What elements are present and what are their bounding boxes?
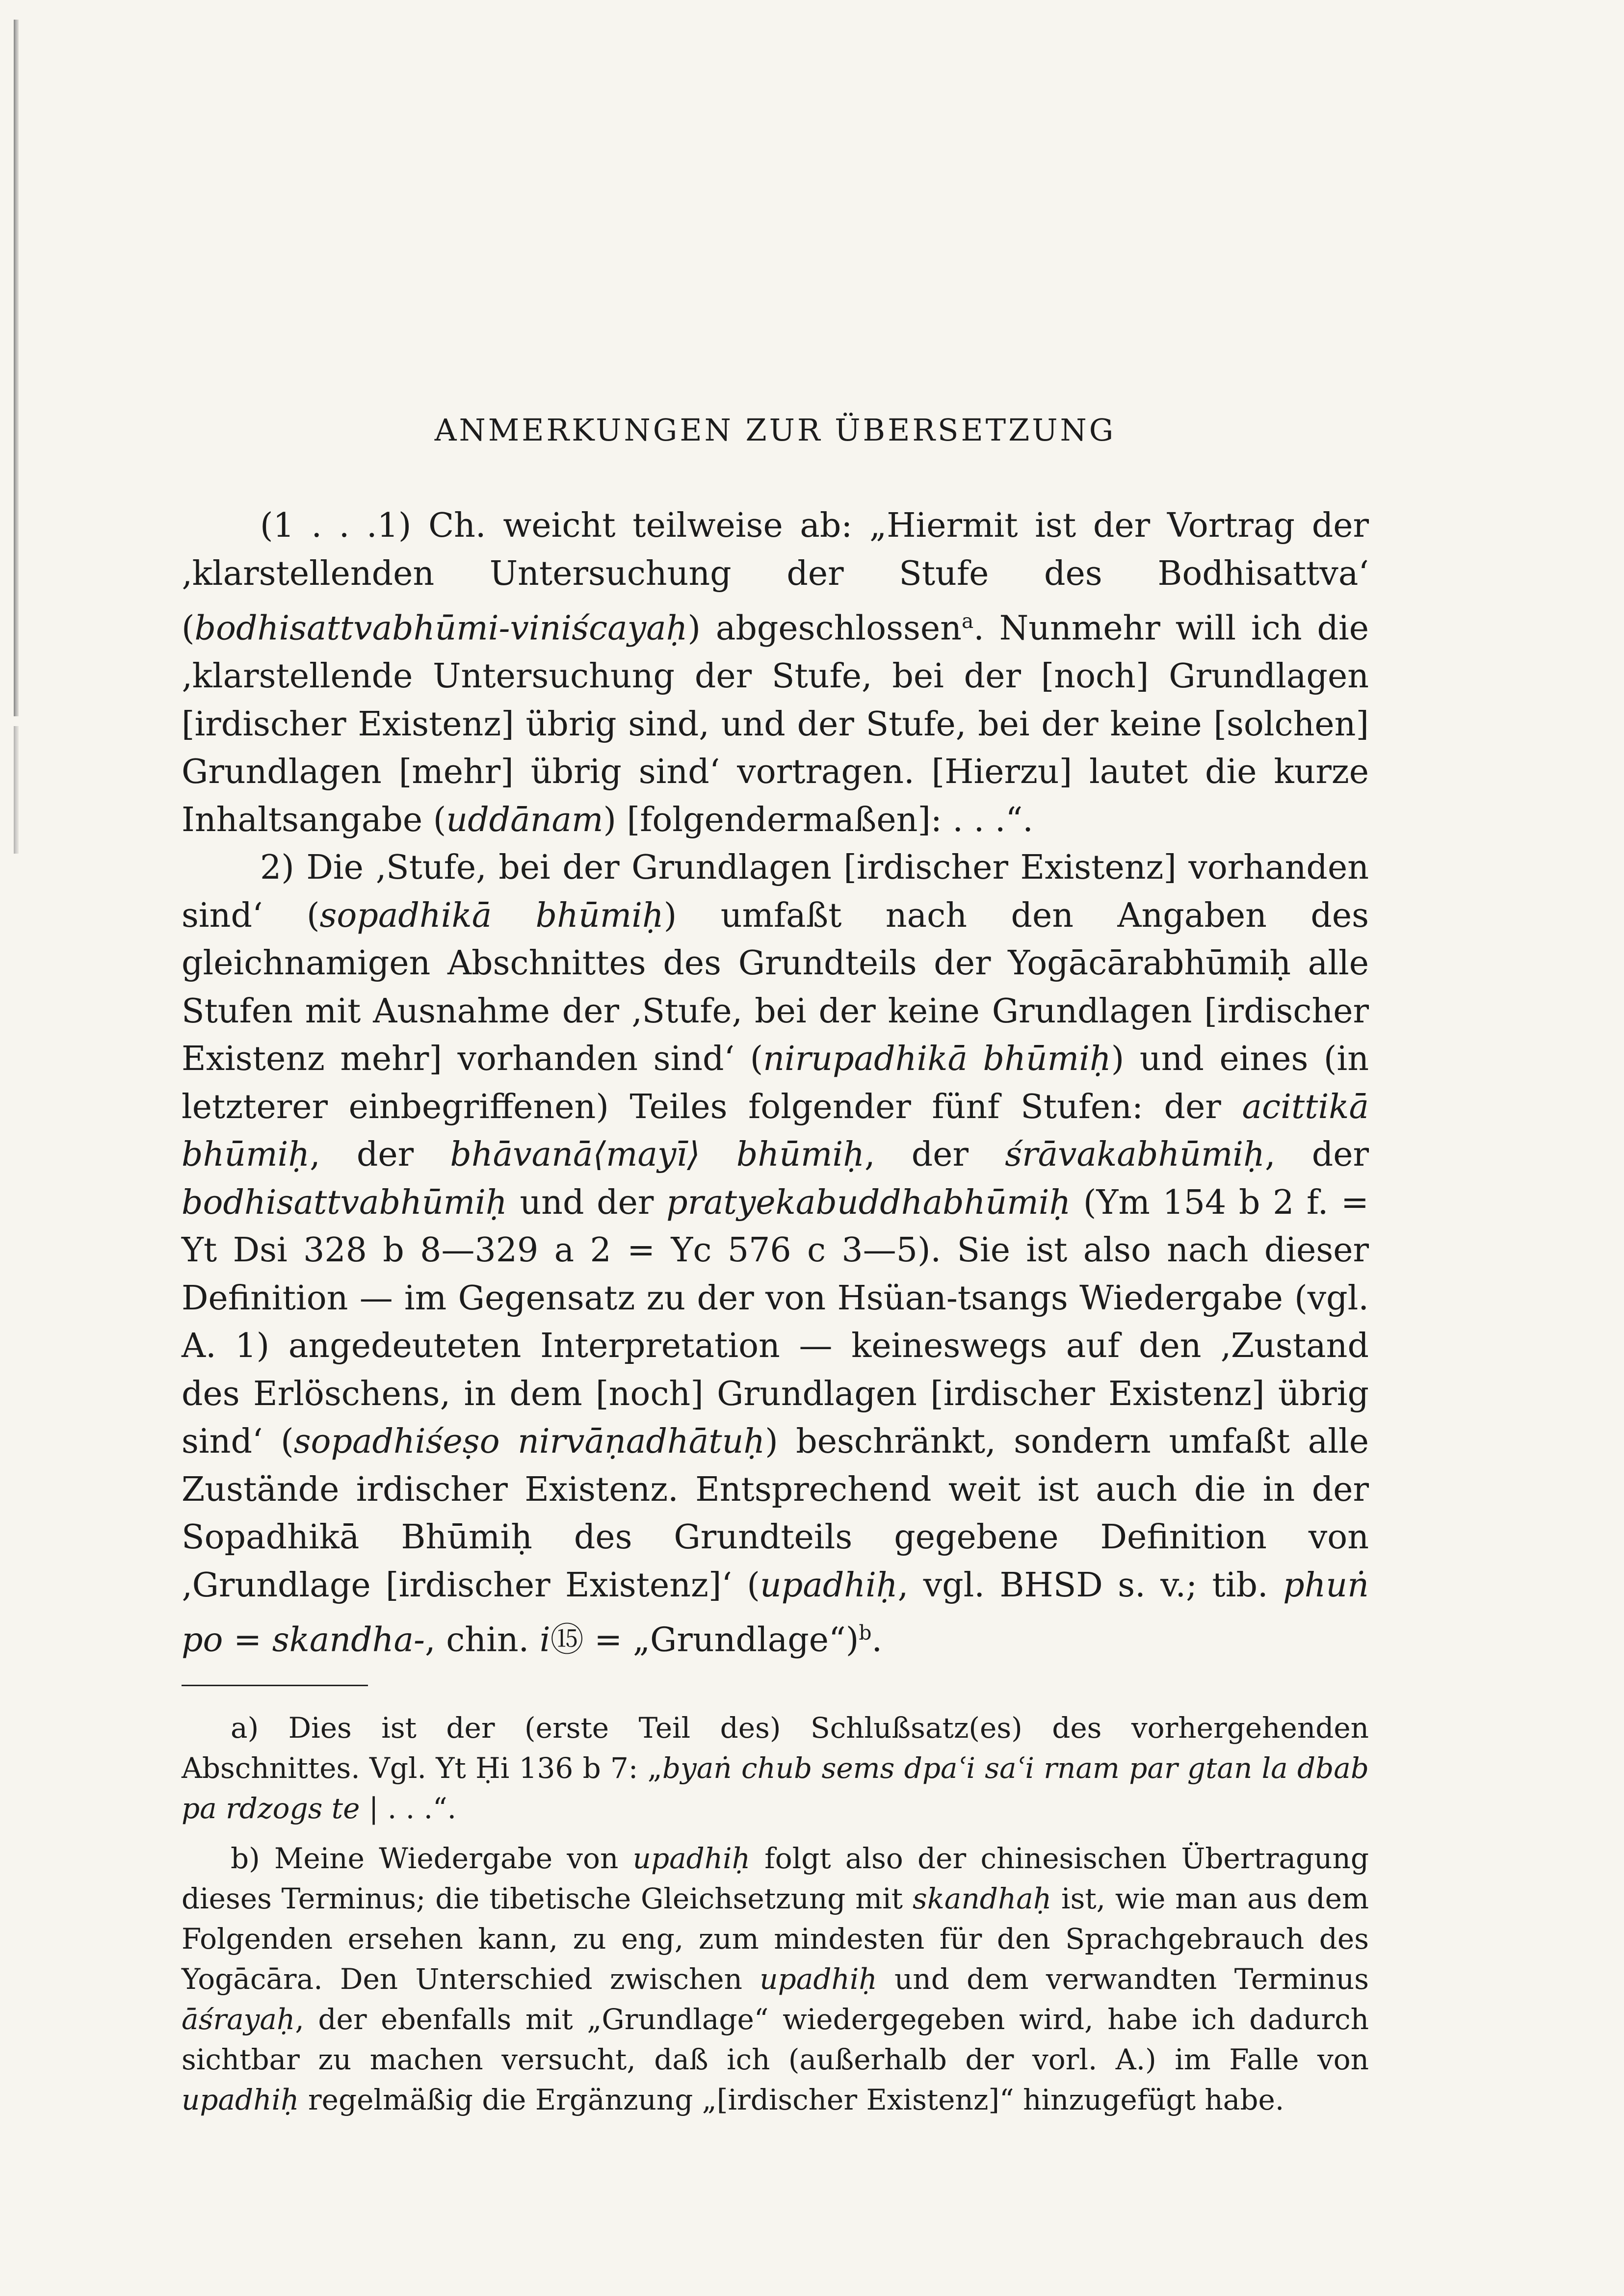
text-run: und dem verwandten Terminus xyxy=(877,1962,1369,1996)
italic-term: upadhiḥ xyxy=(760,1565,898,1605)
italic-term: skandhaḥ xyxy=(912,1882,1052,1916)
italic-term: byaṅ chub sems dpaʿi saʿi rnam par gtan la dbab pa rdzogs te xyxy=(182,1751,1369,1826)
text-run: regelmäßig die Ergänzung „[irdischer Existenz]“ hinzugefügt habe. xyxy=(299,2083,1284,2117)
text-run: folgt also der chinesischen Übertragung dieses Terminus; die tibetische Gleichsetzung mit xyxy=(182,1842,1369,1916)
text-run: . xyxy=(871,1620,883,1660)
italic-term: upadhiḥ xyxy=(182,2083,299,2117)
text-run: und der xyxy=(507,1183,667,1222)
text-run: ) [folgendermaßen]: . . .“. xyxy=(603,800,1033,839)
italic-term: skandha- xyxy=(272,1620,425,1660)
scan-edge-shadow-lower xyxy=(14,726,19,854)
italic-term: phuṅ po xyxy=(182,1565,1369,1660)
notes-body xyxy=(182,502,1369,1664)
note-paragraph-2 xyxy=(182,844,1369,1664)
italic-term: i xyxy=(539,1620,550,1660)
italic-term: upadhiḥ xyxy=(760,1962,877,1996)
italic-term: āśrayaḥ xyxy=(182,2003,295,2036)
text-run: ) umfaßt nach den Angaben des gleichnamigen Abschnittes des Grundteils der Yogācārabhūmiḥ alle Stufen mit Ausnahme der ‚Stufe, bei der keine Grundlagen [irdischer Existenz mehr] vorhanden sind‘ ( xyxy=(182,896,1369,1079)
italic-term: acittikā bhūmiḥ xyxy=(182,1087,1369,1174)
italic-term: upadhiḥ xyxy=(632,1842,751,1876)
italic-term: sopadhiśeṣo nirvāṇadhātuḥ xyxy=(293,1422,765,1461)
text-run: | . . .“. xyxy=(360,1792,457,1826)
italic-term: pratyekabuddhabhūmiḥ xyxy=(666,1183,1071,1222)
text-run: ⑮ = „Grundlage“) xyxy=(550,1620,859,1660)
footnote-marker: a xyxy=(961,609,974,633)
text-run: ) beschränkt, sondern umfaßt alle Zustände irdischer Existenz. Entsprechend weit ist auch die in der Sopadhikā Bhūmiḥ des Grundteils gegebene Definition von ‚Grundlage [irdischer Existenz]‘ ( xyxy=(182,1422,1369,1605)
footnote-b xyxy=(182,1838,1369,2120)
footnote-marker: b xyxy=(859,1621,872,1645)
text-run: , der xyxy=(310,1135,450,1174)
text-run: ) abgeschlossen xyxy=(687,609,962,648)
text-run: = xyxy=(223,1620,272,1660)
footnote-a xyxy=(182,1708,1369,1828)
scan-edge-shadow xyxy=(14,20,19,716)
text-run: a) Dies ist der (erste Teil des) Schlußsatz(es) des vorhergehenden Abschnittes. Vgl. Yt Ḥi 136 b 7: „ xyxy=(182,1711,1369,1785)
italic-term: sopadhikā bhūmiḥ xyxy=(319,896,664,935)
text-run: , der ebenfalls mit „Grundlage“ wiedergegeben wird, habe ich dadurch sichtbar zu machen versucht, daß ich (außerhalb der vorl. A.) im Falle von xyxy=(182,2003,1369,2077)
footnote-divider xyxy=(182,1685,368,1686)
text-run: (1 . . .1) Ch. weicht teilweise ab: „Hiermit ist der Vortrag der ‚klarstellenden Untersuchung der Stufe des Bodhisattva‘ ( xyxy=(182,506,1369,648)
italic-term: nirupadhikā bhūmiḥ xyxy=(763,1040,1111,1079)
italic-term: bhāvanā⟨mayī⟩ bhūmiḥ xyxy=(450,1135,865,1174)
footnotes xyxy=(182,1708,1369,2120)
text-run: ) und eines (in letzterer einbegriffenen) Teiles folgender fünf Stufen: der xyxy=(182,1040,1369,1126)
italic-term: śrāvakabhūmiḥ xyxy=(1005,1135,1265,1174)
text-run: , chin. xyxy=(424,1620,540,1660)
italic-term: bodhisattvabhūmiḥ xyxy=(182,1183,507,1222)
text-run: . Nunmehr will ich die ‚klarstellende Untersuchung der Stufe, bei der [noch] Grundlagen [irdischer Existenz] übrig sind, und der Stufe, bei der keine [solchen] Grundlagen [mehr] übrig sind‘ vortragen. [Hierzu] lautet die kurze Inhaltsangabe ( xyxy=(182,609,1369,839)
text-run: , vgl. BHSD s. v.; tib. xyxy=(897,1565,1283,1605)
text-run: b) Meine Wiedergabe von xyxy=(231,1842,633,1876)
text-run: (Ym 154 b 2 f. = Yt Dsi 328 b 8—329 a 2 = Yc 576 c 3—5). Sie ist also nach dieser Definition — im Gegensatz zu der von Hsüan-tsangs Wiedergabe (vgl. A. 1) angedeuteten Interpretation — keineswegs auf den ‚Zustand des Erlöschens, in dem [noch] Grundlagen [irdischer Existenz] übrig sind‘ ( xyxy=(182,1183,1369,1461)
text-run: , der xyxy=(864,1135,1005,1174)
note-paragraph-1 xyxy=(182,502,1369,844)
text-run: 2) Die ‚Stufe, bei der Grundlagen [irdischer Existenz] vorhanden sind‘ ( xyxy=(182,848,1369,935)
page-content xyxy=(182,412,1369,2120)
section-heading: ANMERKUNGEN ZUR ÜBERSETZUNG xyxy=(434,412,1116,448)
text-run: ist, wie man aus dem Folgenden ersehen kann, zu eng, zum mindesten für den Sprachgebrauch des Yogācāra. Den Unterschied zwischen xyxy=(182,1882,1369,1996)
italic-term: bodhisattvabhūmi-viniścayaḥ xyxy=(194,609,688,648)
italic-term: uddānam xyxy=(446,800,603,839)
text-run: , der xyxy=(1264,1135,1369,1174)
